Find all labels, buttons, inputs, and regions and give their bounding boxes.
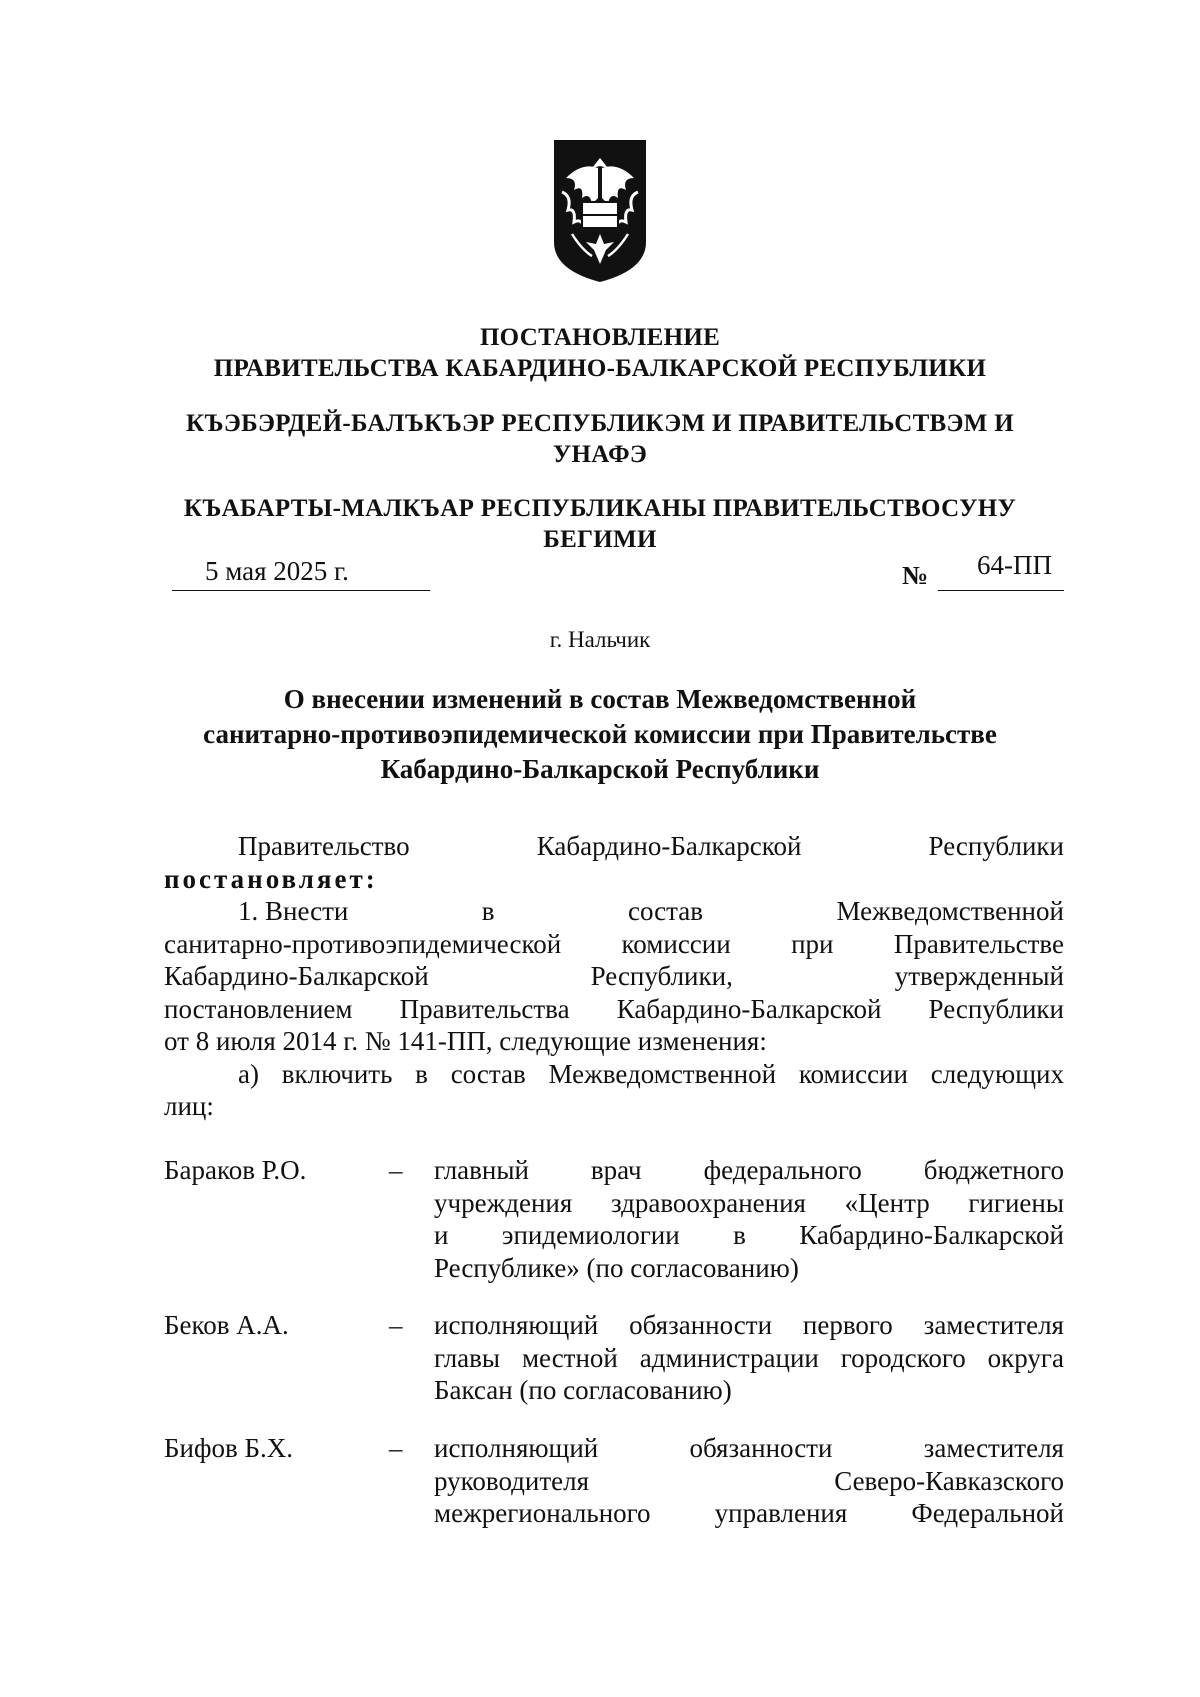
body-word: Правительства	[399, 993, 570, 1024]
title-line-1: О внесении изменений в состав Межведомственной	[283, 684, 917, 714]
body-word: в	[481, 896, 495, 926]
body-word: Кабардино-Балкарской	[616, 993, 882, 1024]
body-word: утвержденный	[894, 961, 1064, 991]
body-word: Федеральной	[911, 1498, 1064, 1528]
decree-title	[150, 682, 1050, 787]
number-sign: №	[902, 561, 929, 590]
date-underline	[172, 590, 430, 591]
paragraph-line	[164, 895, 1064, 928]
kabardian-header-line-2: УНАФЭ	[552, 441, 648, 468]
body-word: обязанности	[689, 1433, 833, 1463]
body-word: здравоохранения	[610, 1187, 806, 1218]
body-word: федерального	[703, 1155, 862, 1185]
city-name: г. Нальчик	[549, 627, 651, 652]
body-word: Кабардино-Балкарской	[536, 831, 802, 861]
description-line	[434, 1465, 1064, 1498]
body-word: Межведомственной	[836, 896, 1064, 926]
balkar-header	[150, 493, 1050, 555]
title-line-2: санитарно-противоэпидемической комиссии при Правительстве	[203, 719, 997, 749]
body-word: администрации	[639, 1342, 819, 1373]
body-word: следующих	[930, 1058, 1064, 1089]
body-word: главы	[434, 1342, 501, 1373]
header-line-1: ПОСТАНОВЛЕНИЕ	[479, 324, 721, 351]
description-line	[434, 1187, 1064, 1220]
decree-number: 64-ПП	[977, 550, 1052, 580]
body-word: Кабардино-Балкарской	[164, 961, 429, 991]
person-description	[434, 1309, 1064, 1407]
body-word: Межведомственной	[548, 1058, 777, 1089]
body-word: комиссии	[798, 1058, 908, 1089]
paragraph-line: от 8 июля 2014 г. № 141-ПП, следующие изменения:	[164, 1026, 767, 1056]
person-name: Бараков Р.О.	[164, 1155, 307, 1185]
body-word: Правительство	[238, 831, 410, 861]
body-word: в	[415, 1058, 428, 1089]
body-word: включить	[281, 1058, 393, 1089]
body-word: и	[434, 1220, 449, 1250]
body-word: округа	[987, 1342, 1064, 1373]
body-word: Северо-Кавказского	[834, 1465, 1064, 1496]
title-line-3: Кабардино-Балкарской Республики	[380, 754, 820, 784]
description-line	[434, 1309, 1064, 1342]
description-line	[434, 1154, 1064, 1187]
body-word: заместителя	[923, 1433, 1064, 1463]
decree-header	[150, 322, 1050, 384]
paragraph-line	[164, 960, 1064, 993]
body-word: постановлением	[164, 993, 353, 1024]
coat-of-arms-emblem	[552, 138, 648, 284]
paragraph-line	[164, 830, 1064, 863]
body-word: врач	[590, 1155, 642, 1185]
body-word: бюджетного	[923, 1155, 1064, 1185]
body-word: санитарно-противоэпидемической	[164, 928, 562, 959]
body-word: исполняющий	[434, 1433, 599, 1463]
body-word: учреждения	[434, 1187, 573, 1218]
header-line-2: ПРАВИТЕЛЬСТВА КАБАРДИНО-БАЛКАРСКОЙ РЕСПУБЛИКИ	[213, 355, 987, 382]
person-description	[434, 1432, 1064, 1530]
body-word: а)	[238, 1058, 259, 1089]
body-word: местной	[521, 1342, 618, 1373]
description-line	[434, 1342, 1064, 1375]
body-word: руководителя	[434, 1465, 590, 1496]
kabardian-header	[150, 408, 1050, 470]
body-word: межрегионального	[434, 1498, 651, 1528]
body-word: первого	[802, 1310, 893, 1340]
person-dash: –	[389, 1433, 403, 1463]
body-word: состав	[627, 896, 703, 926]
person-dash: –	[389, 1310, 403, 1340]
body-word: 1. Внести	[238, 896, 349, 926]
description-line	[434, 1497, 1064, 1530]
person-name: Бифов Б.Х.	[164, 1433, 293, 1463]
body-word: гигиены	[968, 1187, 1064, 1218]
description-line: Республике» (по согласованию)	[434, 1252, 799, 1283]
body-word: при	[791, 928, 834, 959]
body-word: в	[733, 1220, 746, 1250]
body-word: состав	[450, 1058, 526, 1089]
kabardian-header-line-1: КЪЭБЭРДЕЙ-БАЛЪКЪЭР РЕСПУБЛИКЭМ И ПРАВИТЕЛЬСТВЭМ И	[186, 410, 1014, 437]
paragraph-line: лиц:	[164, 1091, 214, 1121]
body-word: Республики,	[590, 961, 733, 991]
body-word: Республики	[928, 831, 1064, 861]
body-word: «Центр	[844, 1187, 930, 1218]
number-underline	[938, 590, 1064, 591]
body-word: Правительстве	[893, 928, 1064, 959]
person-name: Беков А.А.	[164, 1310, 289, 1340]
balkar-header-line-1: КЪАБАРТЫ-МАЛКЪАР РЕСПУБЛИКАНЫ ПРАВИТЕЛЬСТВОСУНУ	[183, 495, 1017, 522]
body-word: Кабардино-Балкарской	[799, 1220, 1064, 1250]
description-line	[434, 1219, 1064, 1252]
body-word: эпидемиологии	[501, 1220, 680, 1250]
body-word: исполняющий	[434, 1310, 599, 1340]
decree-body	[164, 830, 1064, 1123]
paragraph-line	[164, 1058, 1064, 1091]
person-description	[434, 1154, 1064, 1284]
body-word: Республики	[928, 993, 1064, 1024]
decree-verb: постановляет:	[164, 863, 378, 894]
person-dash: –	[389, 1155, 403, 1185]
balkar-header-line-2: БЕГИМИ	[543, 526, 657, 553]
paragraph-line	[164, 928, 1064, 961]
body-word: заместителя	[923, 1310, 1064, 1340]
body-word: городского	[840, 1342, 966, 1373]
body-word: комиссии	[621, 928, 731, 959]
description-line	[434, 1432, 1064, 1465]
body-word: обязанности	[629, 1310, 773, 1340]
body-word: главный	[434, 1155, 529, 1185]
body-word: управления	[714, 1498, 848, 1528]
decree-date: 5 мая 2025 г.	[205, 556, 349, 586]
paragraph-line	[164, 993, 1064, 1026]
description-line: Баксан (по согласованию)	[434, 1375, 732, 1405]
